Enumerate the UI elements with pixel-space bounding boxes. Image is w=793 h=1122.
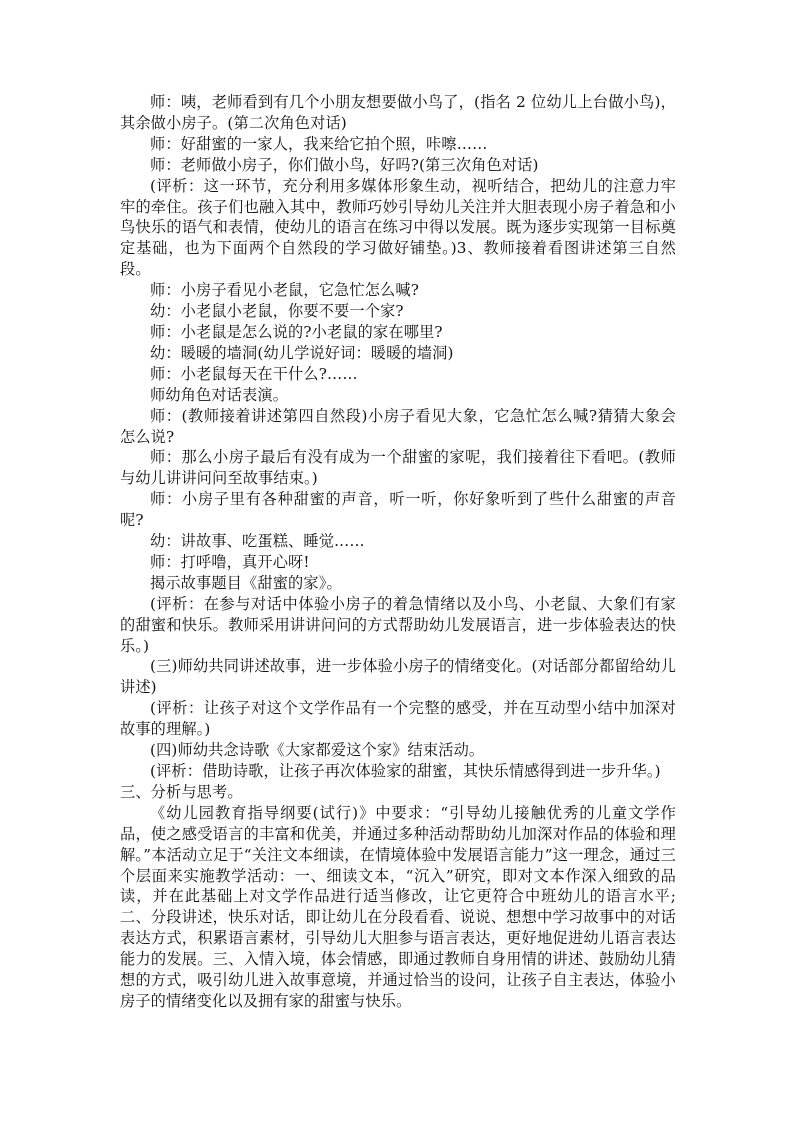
paragraph: (评析：这一环节，充分利用多媒体形象生动，视听结合，把幼儿的注意力牢牢的牵住。孩子们也融入其中，教师巧妙引导幼儿关注并大胆表现小房子着急和小鸟快乐的语气和表情，使幼儿的语言在练习中得以发展。既为逐步实现第一目标奠定基础，也为下面两个自然段的学习做好铺垫。)3、教师接着看图讲述第三自然段。: [120, 176, 676, 279]
paragraph: 师：(教师接着讲述第四自然段)小房子看见大象，它急忙怎么喊?猜猜大象会怎么说?: [120, 406, 676, 446]
paragraph: 幼：小老鼠小老鼠，你要不要一个家?: [150, 302, 404, 321]
paragraph: (三)师幼共同讲述故事，进一步体验小房子的情绪变化。(对话部分都留给幼儿讲述): [120, 657, 676, 697]
paragraph: 师：小房子看见小老鼠，它急忙怎么喊?: [150, 281, 420, 300]
section-heading: 三、分析与思考。: [120, 782, 243, 801]
paragraph: 师：小房子里有各种甜蜜的声音，听一听，你好象听到了些什么甜蜜的声音呢?: [120, 490, 676, 530]
paragraph: 师：咦，老师看到有几个小朋友想要做小鸟了，(指名 2 位幼儿上台做小鸟)，其余做小房子。(第二次角色对话): [120, 93, 676, 132]
paragraph: 幼：讲故事、吃蛋糕、睡觉……: [150, 532, 365, 551]
paragraph: 师：小老鼠是怎么说的?小老鼠的家在哪里?: [150, 322, 443, 341]
paragraph: (评析：借助诗歌，让孩子再次体验家的甜蜜，其快乐情感得到进一步升华。): [150, 762, 661, 780]
paragraph: (四)师幼共念诗歌《大家都爱这个家》结束活动。: [150, 741, 485, 760]
paragraph: 幼：暖暖的墙洞(幼儿学说好词：暖暖的墙洞): [150, 343, 454, 362]
paragraph: 揭示故事题目《甜蜜的家》。: [150, 573, 342, 592]
paragraph: 《幼儿园教育指导纲要(试行)》中要求：“引导幼儿接触优秀的儿童文学作品，使之感受语言的丰富和优美，并通过多种活动帮助幼儿加深对作品的体验和理解。”本活动立足于“关注文本细读，在情境体验中发展语言能力”这一理念，通过三个层面来实施教学活动：一、细读文本，“沉入”研究，即对文本作深入细致的品读，并在此基础上对文学作品进行适当修改，让它更符合中班幼儿的语言水平;二、分段讲述，快乐对话，即让幼儿在分段看看、说说、想想中学习故事中的对话表达方式，积累语言素材，引导幼儿大胆参与语言表达，更好地促进幼儿语言表达能力的发展。三、入情入境，体会情感，即通过教师自身用情的讲述、鼓励幼儿猜想的方式，吸引幼儿进入故事意境，并通过恰当的设问，让孩子自主表达，体验小房子的情绪变化以及拥有家的甜蜜与快乐。: [120, 803, 676, 1010]
paragraph: 师：好甜蜜的一家人，我来给它拍个照，咔嚓……: [150, 134, 488, 153]
paragraph: 师：打呼噜，真开心呀!: [150, 552, 310, 571]
paragraph: (评析：让孩子对这个文学作品有一个完整的感受，并在互动型小结中加深对故事的理解。): [120, 699, 676, 739]
paragraph: 师：老师做小房子，你们做小鸟，好吗?(第三次角色对话): [150, 155, 539, 174]
paragraph: 师：小老鼠每天在干什么?……: [150, 364, 358, 383]
paragraph: (评析：在参与对话中体验小房子的着急情绪以及小鸟、小老鼠、大象们有家的甜蜜和快乐。教师采用讲讲问问的方式帮助幼儿发展语言，进一步体验表达的快乐。): [120, 594, 676, 655]
document-page: [120, 92, 676, 1012]
paragraph: 师幼角色对话表演。: [150, 385, 289, 404]
paragraph: 师：那么小房子最后有没有成为一个甜蜜的家呢，我们接着往下看吧。(教师与幼儿讲讲问问至故事结束。): [120, 448, 676, 488]
